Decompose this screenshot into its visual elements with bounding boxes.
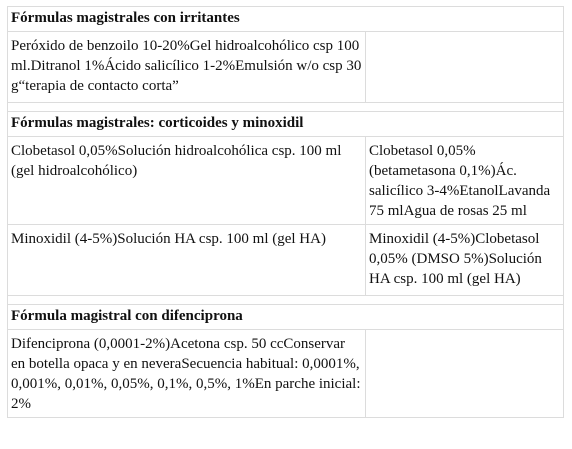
section-title: Fórmulas magistrales con irritantes: [8, 7, 564, 32]
table-row: [8, 225, 564, 296]
formula-cell-left: Minoxidil (4-5%)Solución HA csp. 100 ml (gel HA): [8, 225, 366, 296]
formula-cell-right: [366, 330, 564, 418]
section-title: Fórmula magistral con difenciprona: [8, 305, 564, 330]
formula-cell-right: [366, 32, 564, 103]
formula-cell-left: Difenciprona (0,0001-2%)Acetona csp. 50 ccConservar en botella opaca y en neveraSecuencia habitual: 0,0001%, 0,001%, 0,01%, 0,05%, 0,1%, 0,5%, 1%En parche inicial: 2%: [8, 330, 366, 418]
formulas-table: [7, 6, 564, 418]
spacer-cell: [8, 103, 564, 112]
table-spacer-row: [8, 296, 564, 305]
section-header-difenciprona: [8, 305, 564, 330]
formula-cell-right: Minoxidil (4-5%)Clobetasol 0,05% (DMSO 5%)Solución HA csp. 100 ml (gel HA): [366, 225, 564, 296]
section-header-irritantes: [8, 7, 564, 32]
formula-cell-left: Peróxido de benzoilo 10-20%Gel hidroalcohólico csp 100 ml.Ditranol 1%Ácido salicílico 1-2%Emulsión w/o csp 30 g“terapia de contacto corta”: [8, 32, 366, 103]
table-row: [8, 330, 564, 418]
table-spacer-row: [8, 103, 564, 112]
table-row: [8, 137, 564, 225]
formula-cell-left: Clobetasol 0,05%Solución hidroalcohólica csp. 100 ml (gel hidroalcohólico): [8, 137, 366, 225]
formula-cell-right: Clobetasol 0,05% (betametasona 0,1%)Ác. salicílico 3-4%EtanolLavanda 75 mlAgua de rosas 25 ml: [366, 137, 564, 225]
spacer-cell: [8, 296, 564, 305]
section-header-corticoides: [8, 112, 564, 137]
table-row: [8, 32, 564, 103]
section-title: Fórmulas magistrales: corticoides y minoxidil: [8, 112, 564, 137]
